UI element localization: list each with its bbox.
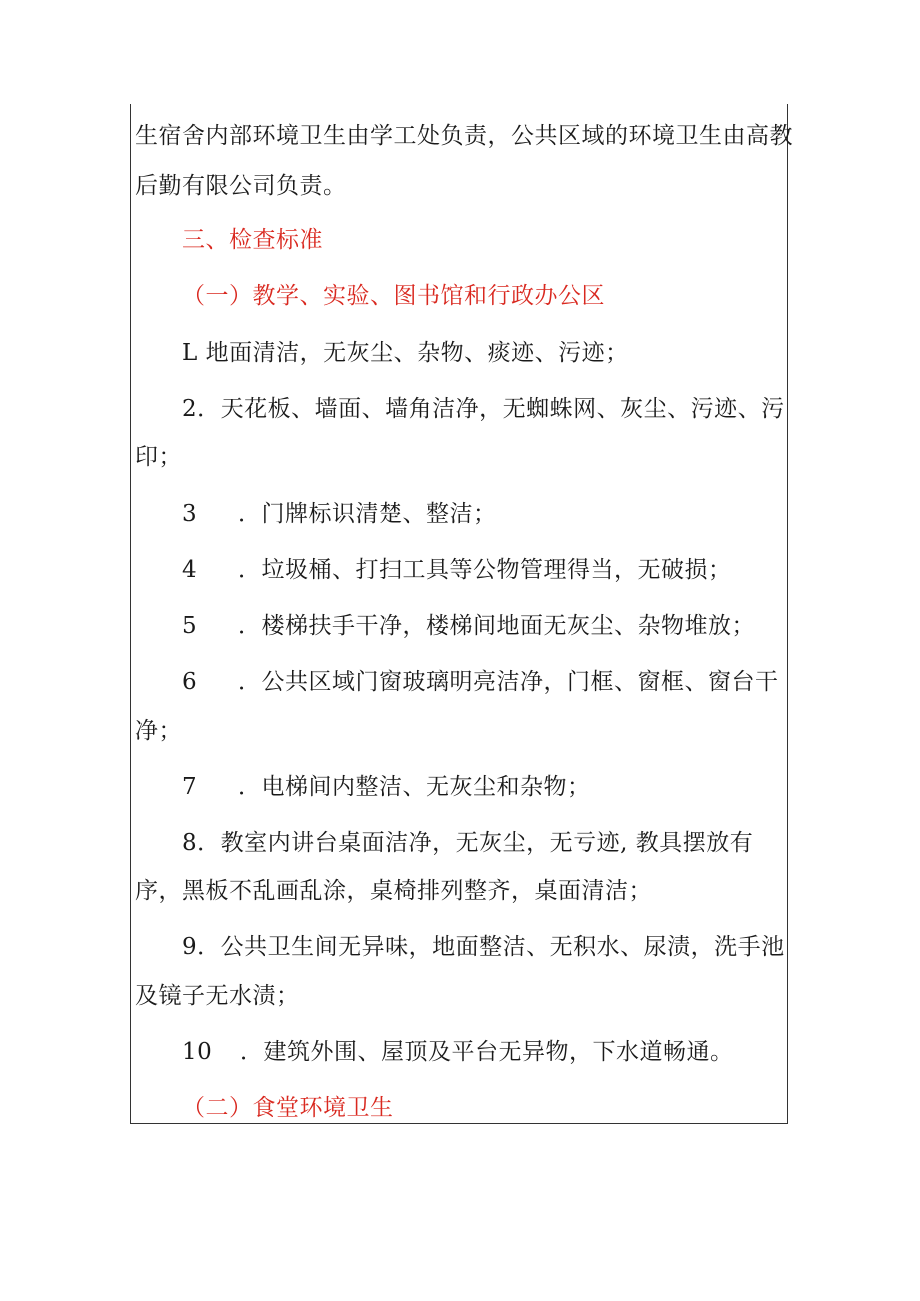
item-4 [182, 555, 732, 585]
item-7-number: 7 [182, 774, 198, 800]
item-10-number: 10 [182, 1039, 213, 1065]
item-7-text: ．电梯间内整洁、无灰尘和杂物； [238, 774, 591, 800]
item-4-text: ．垃圾桶、打扫工具等公物管理得当，无破损； [238, 557, 732, 583]
item-3-text: ．门牌标识清楚、整洁； [238, 501, 497, 527]
item-8-line-1: 8．教室内讲台桌面洁净，无灰尘，无亏迹, 教具摆放有 [182, 830, 754, 856]
intro-line-1: 生宿舍内部环境卫生由学工处负责，公共区域的环境卫生由高教 [135, 123, 793, 149]
item-5 [182, 611, 755, 641]
item-10 [182, 1037, 734, 1067]
item-5-text: ．楼梯扶手干净，楼梯间地面无灰尘、杂物堆放； [238, 613, 755, 639]
item-2-line-1: 2．天花板、墙面、墙角洁净，无蜘蛛网、灰尘、污迹、污 [182, 396, 785, 422]
item-6-text: ．公共区域门窗玻璃明亮洁净，门框、窗框、窗台干 [238, 669, 779, 695]
item-1: L 地面清洁，无灰尘、杂物、痰迹、污迹； [182, 340, 629, 366]
item-9-line-2: 及镜子无水渍； [135, 983, 300, 1009]
item-9-line-1: 9．公共卫生间无异味，地面整洁、无积水、尿渍，洗手池 [182, 934, 785, 960]
item-8-line-2: 序，黑板不乱画乱涂，桌椅排列整齐，桌面清洁； [135, 878, 652, 904]
subsection-title-1: （一）教学、实验、图书馆和行政办公区 [182, 283, 605, 309]
item-6-line-2: 净； [135, 718, 182, 744]
item-6-number: 6 [182, 669, 198, 695]
item-4-number: 4 [182, 557, 198, 583]
item-7 [182, 772, 591, 802]
item-2-line-2: 印； [135, 444, 182, 470]
item-3-number: 3 [182, 501, 198, 527]
intro-line-2: 后勤有限公司负责。 [135, 173, 347, 199]
item-5-number: 5 [182, 613, 198, 639]
section-title: 三、检查标准 [182, 227, 323, 253]
subsection-title-2: （二）食堂环境卫生 [182, 1095, 394, 1121]
item-10-text: ．建筑外围、屋顶及平台无异物，下水道畅通。 [240, 1039, 734, 1065]
item-6 [182, 667, 779, 697]
item-3 [182, 499, 497, 529]
